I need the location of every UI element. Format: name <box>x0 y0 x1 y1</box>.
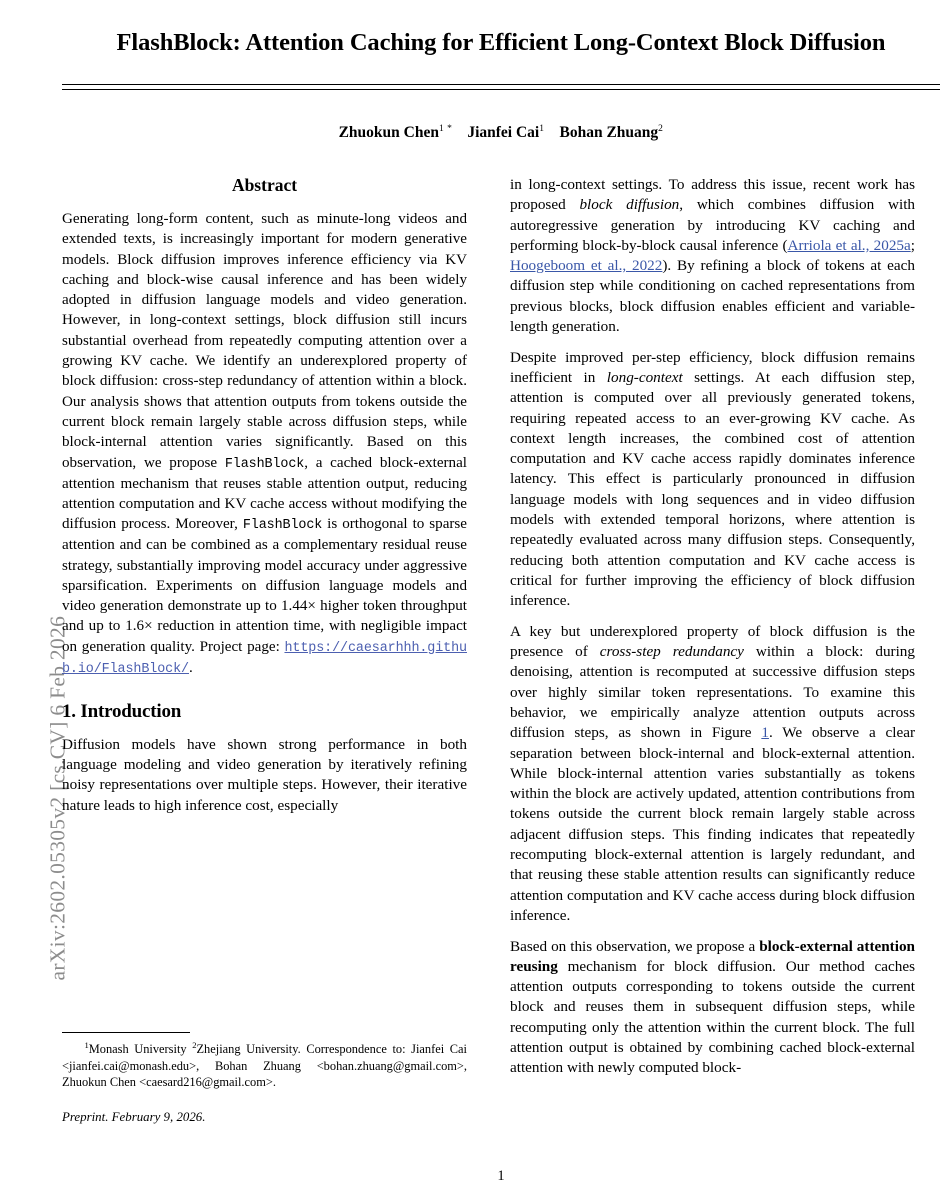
section-heading-introduction: 1. Introduction <box>62 700 182 722</box>
flashblock-mono-1: FlashBlock <box>224 456 305 472</box>
footnote-affiliation-1: Monash University <box>88 1042 193 1057</box>
abstract-part-3: is orthogonal to sparse attention and can be combined as a complementary residual reuse strategy, substantially improving model accuracy under aggressive sparsification. Experiments on diffusion language models and video generation demonstrate up to 1.44× higher token throughput and up to 1.6× reduction in attention time, with negligible impact on generation quality. Project page: <box>62 516 468 655</box>
page-number: 1 <box>497 1168 505 1184</box>
rp3-italic-cross-step-redundancy: cross-step redundancy <box>599 643 744 661</box>
rp1-sep: ; <box>910 236 915 254</box>
right-paragraph-1 <box>510 175 915 337</box>
two-column-body <box>62 175 940 1175</box>
citation-hoogeboom[interactable]: Hoogeboom et al., 2022 <box>510 257 663 275</box>
abstract-part-4: . <box>188 659 193 676</box>
abstract-heading: Abstract <box>231 175 298 195</box>
rp1-a: in long-context settings. To address this issue, recent work has proposed <box>510 176 915 214</box>
right-paragraph-3 <box>510 622 915 926</box>
project-page-link[interactable]: https://caesarhhh.github.io/FlashBlock/ <box>62 640 467 677</box>
rp4-a: Based on this observation, we propose a <box>510 937 760 955</box>
author-entry <box>560 124 664 141</box>
paper-page <box>62 0 940 1200</box>
rp2-a: Despite improved per-step efficiency, block diffusion remains inefficient in <box>510 348 915 387</box>
author-list <box>62 123 940 143</box>
rp4-b: mechanism for block diffusion. Our method caches attention outputs corresponding to tokens outside the current block and reuses them in subsequent diffusion steps, while recomputing only the attention within the current block. The full attention output is obtained by combining cached block-external attention with newly computed block- <box>510 957 915 1077</box>
preprint-notice: Preprint. February 9, 2026. <box>62 1109 206 1124</box>
abstract-section <box>62 175 467 679</box>
author-entry <box>467 124 544 141</box>
citation-arriola[interactable]: Arriola et al., 2025a <box>787 236 911 254</box>
author-name: Bohan Zhuang <box>559 123 659 141</box>
rp3-a: A key but underexplored property of block diffusion is the presence of <box>510 622 915 661</box>
rp1-b: , which combines diffusion with autoregressive generation by introducing KV caching and performing block-by-block causal inference ( <box>510 196 916 254</box>
rp4-bold-term: block-external attention reusing <box>510 937 916 975</box>
title-divider <box>62 84 940 90</box>
rp2-italic-long-context: long-context <box>606 369 683 387</box>
author-affiliation-mark: 1 <box>539 123 545 134</box>
abstract-part-1: Generating long-form content, such as minute-long videos and extended texts, is increasingly important for modern generative models. Block diffusion improves inference efficiency via KV caching and block-wise causal inference and has been widely adopted in diffusion language models and video generation. However, in long-context settings, block diffusion still incurs substantial overhead from repeatedly computing attention over a growing KV cache. We identify an underexplored property of block diffusion: cross-step redundancy of attention within a block. Our analysis shows that attention outputs from tokens outside the current block remain largely stable across diffusion steps, while block-internal attention varies significantly. Based on this observation, we propose <box>62 211 467 471</box>
right-paragraph-4 <box>510 937 915 1079</box>
rp3-b: within a block: during denoising, attention is recomputed at successive diffusion steps over highly similar token representations. To examine this behavior, we empirically analyze attention outputs across diffusion steps, as shown in Figure <box>510 643 915 742</box>
author-entry <box>339 124 453 141</box>
author-name: Zhuokun Chen <box>338 123 439 141</box>
footnote-divider <box>62 1032 190 1033</box>
arxiv-stamp: arXiv:2602.05305v2 [cs.CV] 6 Feb 2026 <box>45 615 70 981</box>
footnote-mark-1: 1 <box>84 1040 89 1050</box>
right-paragraph-2 <box>510 348 915 612</box>
right-column <box>510 175 915 1089</box>
rp1-italic-block-diffusion: block diffusion <box>579 196 680 214</box>
left-column <box>62 175 467 826</box>
footnote-affiliation-2: Zhejiang University. Correspondence to: Jianfei Cai <jianfei.cai@monash.edu>, Bohan Zhuang <bohan.zhuang@gmail.com>, Zhuokun Chen <caesard216@gmail.com>. <box>62 1042 467 1090</box>
page-title: FlashBlock: Attention Caching for Efficient Long-Context Block Diffusion <box>116 29 886 56</box>
footnote-mark-2: 2 <box>192 1040 197 1050</box>
author-affiliation-mark: 2 <box>658 123 664 134</box>
author-affiliation-mark: 1 * <box>438 123 453 134</box>
author-name: Jianfei Cai <box>467 123 540 141</box>
rp2-b: settings. At each diffusion step, attention is computed over all previously generated tokens, requiring repeated access to an ever-growing KV cache. As context length increases, the combined cost of attention computation and KV cache access rapidly dominates inference latency. This effect is particularly pronounced in diffusion language models with long sequences and in video diffusion models with extended temporal horizons, where attention is repeatedly evaluated across many diffusion steps. Consequently, reducing both attention computation and KV cache access is critical for further improving the efficiency of block diffusion inference. <box>510 369 915 610</box>
flashblock-mono-2: FlashBlock <box>242 518 323 534</box>
rp3-c: . We observe a clear separation between block-internal and block-external attention. While block-internal attention varies substantially as tokens within the block are actively updated, attention contributions from tokens outside the current block remain largely stable across adjacent diffusion steps. This finding indicates that repeatedly recomputing block-external attention is largely redundant, and that reusing these stable attention results can significantly reduce attention computation and KV cache access during block diffusion inference. <box>510 724 916 924</box>
footnote-affiliations <box>62 1040 467 1091</box>
abstract-part-2: , a cached block-external attention mechanism that reuses stable attention output, reducing attention computation and KV cache access without modifying the diffusion process. Moreover, <box>62 454 467 533</box>
introduction-paragraph-1: Diffusion models have shown strong performance in both language modeling and video generation by iteratively refining noisy representations over multiple steps. However, their iterative nature leads to high inference cost, especially <box>62 735 467 814</box>
figure-reference-1[interactable]: 1 <box>761 724 769 742</box>
rp1-c: ). By refining a block of tokens at each diffusion step while conditioning on cached representations from previous blocks, block diffusion enables efficient and variable-length generation. <box>510 257 915 335</box>
abstract-text <box>62 209 467 679</box>
footnote-area <box>62 1032 467 1125</box>
